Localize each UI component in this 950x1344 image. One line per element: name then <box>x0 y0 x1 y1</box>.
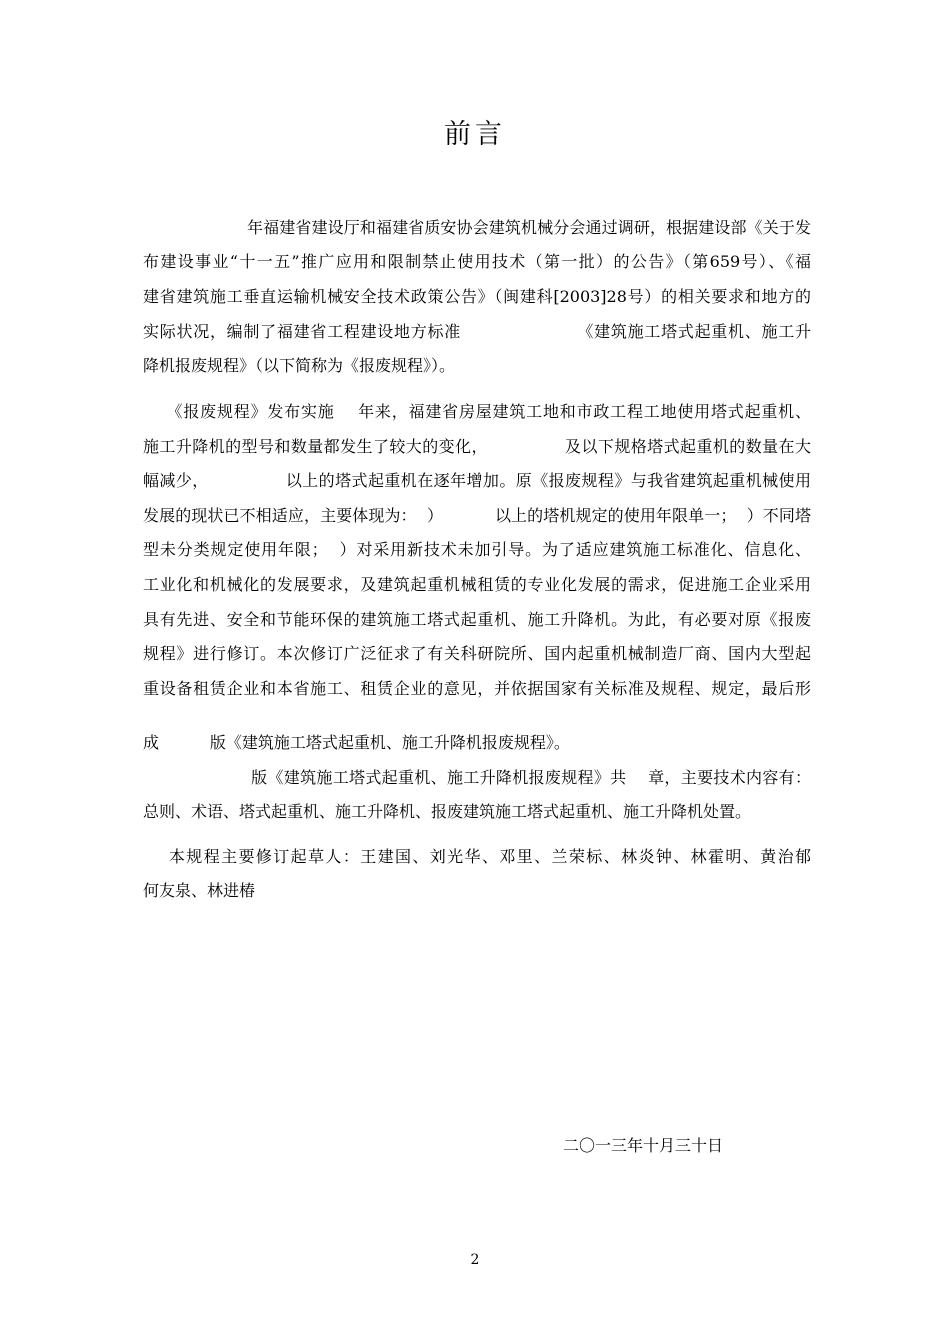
document-date: 二〇一三年十月三十日 <box>563 1136 724 1155</box>
paragraph-line: 降机报废规程》（以下简称为《报废规程》）。 <box>143 356 456 375</box>
paragraph-line: 实际状况，编制了福建省工程建设地方标准 《建筑施工塔式起重机、施工升 <box>143 322 811 341</box>
paragraph-line: 《报废规程》发布实施 年来，福建省房屋建筑工地和市政工程工地使用塔式起重机、 <box>143 402 811 421</box>
paragraph-line: 何友泉、林进椿 <box>143 881 256 900</box>
paragraph-line: 发展的现状已不相适应，主要体现为： ） 以上的塔机规定的使用年限单一； ）不同塔 <box>143 506 811 525</box>
paragraph-line: 总则、术语、塔式起重机、施工升降机、报废建筑施工塔式起重机、施工升降机处置。 <box>143 802 752 821</box>
page-title: 前言 <box>444 119 506 150</box>
paragraph-line: 重设备租赁企业和本省施工、租赁企业的意见，并依据国家有关标准及规程、规定，最后形 <box>143 679 811 698</box>
paragraph-line: 版《建筑施工塔式起重机、施工升降机报废规程》共 章，主要技术内容有： <box>143 768 811 787</box>
paragraph-line: 年福建省建设厅和福建省质安协会建筑机械分会通过调研，根据建设部《关于发 <box>143 218 811 237</box>
paragraph-line: 布建设事业“十一五”推广应用和限制禁止使用技术（第一批）的公告》（第659号）、《福 <box>143 252 811 271</box>
paragraph-line: 工业化和机械化的发展要求，及建筑起重机械租赁的专业化发展的需求，促进施工企业采用 <box>143 575 811 594</box>
paragraph-line: 施工升降机的型号和数量都发生了较大的变化， 及以下规格塔式起重机的数量在大 <box>143 437 811 456</box>
paragraph-line: 幅减少， 以上的塔式起重机在逐年增加。原《报废规程》与我省建筑起重机械使用 <box>143 471 811 490</box>
paragraph-line: 型未分类规定使用年限； ）对采用新技术未加引导。为了适应建筑施工标准化、信息化、 <box>143 540 811 559</box>
page-number: 2 <box>470 1252 480 1268</box>
paragraph-line: 具有先进、安全和节能环保的建筑施工塔式起重机、施工升降机。为此，有必要对原《报废 <box>143 610 811 629</box>
paragraph-line: 规程》进行修订。本次修订广泛征求了有关科研院所、国内起重机械制造厂商、国内大型起 <box>143 644 811 663</box>
paragraph-line: 建省建筑施工垂直运输机械安全技术政策公告》（闽建科[2003]28号）的相关要求和地方的 <box>143 287 811 306</box>
paragraph-line: 成 版《建筑施工塔式起重机、施工升降机报废规程》。 <box>143 733 570 752</box>
paragraph-line: 本规程主要修订起草人：王建国、刘光华、邓里、兰荣标、林炎钟、林霍明、黄治郁 <box>143 847 811 866</box>
